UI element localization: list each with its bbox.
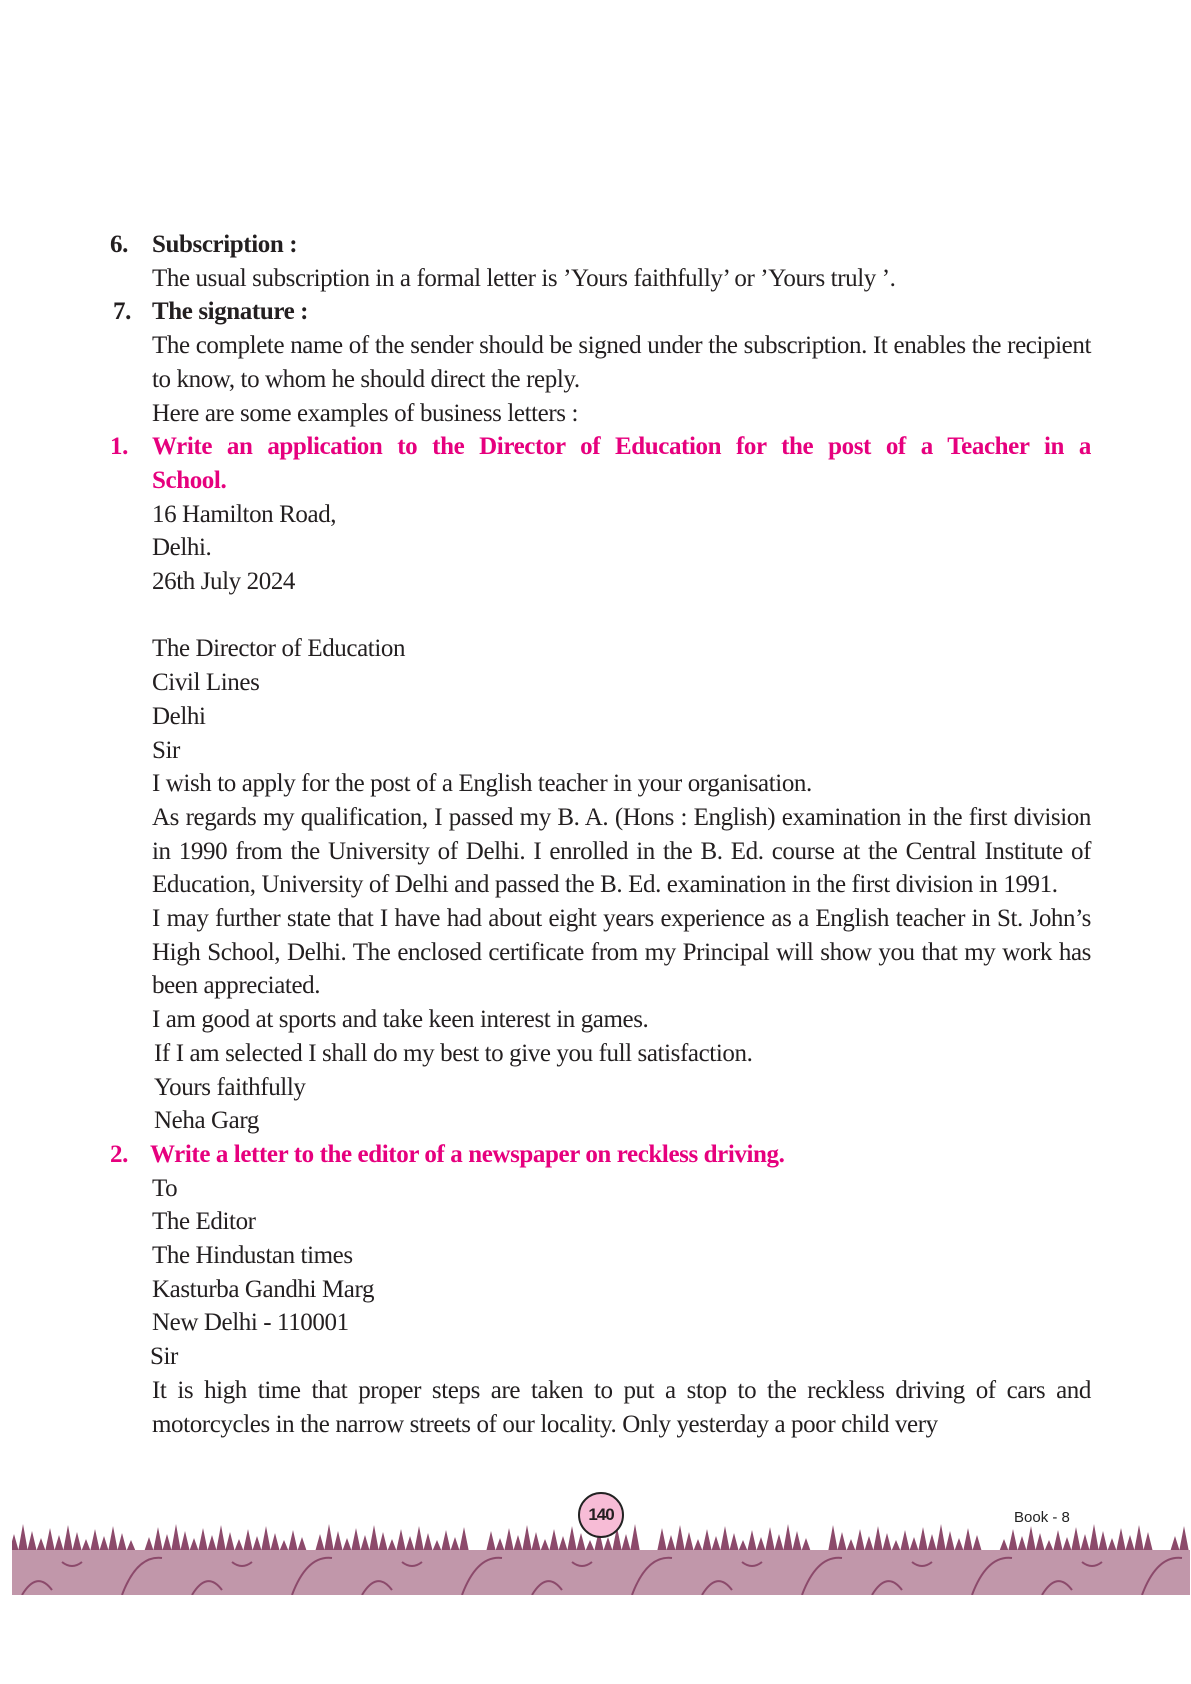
- tree-icon: [1179, 1526, 1189, 1552]
- recipient-line: Kasturba Gandhi Marg: [152, 1275, 375, 1303]
- letter-title: Write an application to the Director of Education for the post of a Teacher in a School.: [152, 433, 1091, 494]
- tree-icon: [1170, 1536, 1180, 1552]
- tree-icon: [1026, 1526, 1036, 1552]
- tree-icon: [675, 1525, 685, 1552]
- hill-band: [12, 1550, 1190, 1595]
- tree-icon: [450, 1537, 460, 1552]
- tree-icon: [180, 1531, 190, 1552]
- page-content: [0, 228, 1191, 1441]
- tree-icon: [297, 1537, 307, 1552]
- letter-title: Write a letter to the editor of a newspaper on reckless driving.: [150, 1140, 785, 1168]
- tree-icon: [270, 1533, 280, 1552]
- tree-icon: [171, 1524, 181, 1552]
- tree-icon: [324, 1524, 334, 1552]
- tree-icon: [1134, 1525, 1144, 1552]
- tree-icon: [522, 1525, 532, 1552]
- tree-icon: [54, 1535, 64, 1552]
- tree-icon: [207, 1535, 217, 1552]
- tree-icon: [252, 1536, 262, 1552]
- tree-icon: [1071, 1527, 1081, 1552]
- tree-icon: [747, 1530, 757, 1552]
- tree-icon: [855, 1529, 865, 1552]
- tree-icon: [1053, 1530, 1063, 1552]
- section-signature: [0, 295, 1091, 430]
- recipient-line: The Director of Education: [152, 635, 406, 663]
- tree-icon: [1035, 1533, 1045, 1552]
- recipient-line: Delhi: [152, 702, 206, 730]
- tree-icon: [837, 1532, 847, 1552]
- tree-icon: [162, 1534, 172, 1552]
- tree-icon: [900, 1530, 910, 1552]
- tree-icon: [99, 1536, 109, 1552]
- tree-icon: [684, 1532, 694, 1552]
- signature: Neha Garg: [154, 1107, 259, 1135]
- tree-icon: [288, 1530, 298, 1552]
- tree-icon: [1143, 1532, 1153, 1552]
- tree-icon: [243, 1529, 253, 1552]
- tree-icon: [1116, 1528, 1126, 1552]
- tree-icon: [144, 1537, 154, 1552]
- tree-icon: [27, 1531, 37, 1552]
- letter-paragraph: I may further state that I have had about eight years experience as a English teacher in St. John’s High School, Delhi. The enclosed certificate from my Principal will show you that my work has been appreciated.: [152, 905, 1091, 1000]
- tree-icon: [801, 1538, 811, 1552]
- tree-icon: [405, 1536, 415, 1552]
- tree-icon: [828, 1525, 838, 1552]
- recipient-line: New Delhi - 110001: [152, 1309, 349, 1337]
- tree-icon: [189, 1538, 199, 1552]
- tree-icon: [603, 1537, 613, 1552]
- tree-icon: [504, 1528, 514, 1552]
- tree-icon: [864, 1536, 874, 1552]
- section-body: The usual subscription in a formal letter is ’Yours faithfully’ or ’Yours truly ’.: [152, 264, 896, 292]
- tree-icon: [1062, 1537, 1072, 1552]
- tree-icon: [369, 1525, 379, 1552]
- tree-icon: [882, 1533, 892, 1552]
- tree-icon: [918, 1527, 928, 1552]
- tree-icon: [441, 1530, 451, 1552]
- tree-icon: [108, 1526, 118, 1552]
- tree-icon: [63, 1525, 73, 1552]
- tree-icon: [12, 1534, 19, 1552]
- sender-line: 16 Hamilton Road,: [152, 500, 337, 528]
- tree-icon: [711, 1536, 721, 1552]
- tree-icon: [621, 1534, 631, 1552]
- letter-paragraph: It is high time that proper steps are taken to put a stop to the reckless driving of cars and motorcycles in the narrow streets of our locality. Only yesterday a poor child very: [152, 1376, 1091, 1438]
- tree-icon: [414, 1526, 424, 1552]
- salutation: Sir: [150, 1343, 178, 1371]
- tree-icon: [351, 1528, 361, 1552]
- letter-paragraph: I wish to apply for the post of a English teacher in your organisation.: [152, 770, 812, 798]
- intro-text: Here are some examples of business letters :: [152, 399, 579, 427]
- tree-icon: [1080, 1534, 1090, 1552]
- tree-icon: [720, 1526, 730, 1552]
- letter-number: 1.: [110, 433, 128, 461]
- tree-icon: [459, 1527, 469, 1552]
- tree-icon: [378, 1532, 388, 1552]
- tree-icon: [702, 1529, 712, 1552]
- tree-icon: [342, 1538, 352, 1552]
- tree-icon: [225, 1532, 235, 1552]
- tree-icon: [783, 1524, 793, 1552]
- tree-icon: [936, 1524, 946, 1552]
- tree-icon: [333, 1531, 343, 1552]
- tree-icon: [666, 1535, 676, 1552]
- recipient-line: The Editor: [152, 1208, 256, 1236]
- tree-icon: [963, 1528, 973, 1552]
- salutation: Sir: [152, 736, 180, 764]
- recipient-line: Civil Lines: [152, 669, 260, 697]
- tree-icon: [756, 1537, 766, 1552]
- tree-icon: [630, 1524, 640, 1552]
- recipient-line: The Hindustan times: [152, 1242, 353, 1270]
- tree-icon: [513, 1535, 523, 1552]
- tree-icon: [423, 1533, 433, 1552]
- tree-icon: [1089, 1524, 1099, 1552]
- letter-paragraph: I am good at sports and take keen interest in games.: [152, 1006, 649, 1034]
- letter-1: [0, 430, 1091, 1138]
- tree-icon: [90, 1529, 100, 1552]
- tree-icon: [261, 1526, 271, 1552]
- tree-icon: [1107, 1538, 1117, 1552]
- section-subscription: [0, 228, 1091, 295]
- tree-icon: [729, 1533, 739, 1552]
- tree-icon: [72, 1532, 82, 1552]
- tree-icon: [45, 1528, 55, 1552]
- tree-icon: [216, 1525, 226, 1552]
- tree-icon: [18, 1524, 28, 1552]
- section-heading: Subscription :: [152, 231, 298, 258]
- tree-icon: [36, 1538, 46, 1552]
- tree-icon: [954, 1538, 964, 1552]
- section-number: 6.: [110, 231, 128, 258]
- tree-icon: [765, 1527, 775, 1552]
- tree-icon: [549, 1529, 559, 1552]
- tree-icon: [1098, 1531, 1108, 1552]
- tree-icon: [1008, 1529, 1018, 1552]
- tree-icon: [909, 1537, 919, 1552]
- recipient-line: To: [152, 1174, 178, 1202]
- tree-icon: [774, 1534, 784, 1552]
- tree-icon: [567, 1526, 577, 1552]
- section-body: The complete name of the sender should be signed under the subscription. It enables the recipient to know, to whom he should direct the reply.: [152, 332, 1091, 393]
- book-label: Book - 8: [1014, 1509, 1070, 1526]
- section-number: 7.: [113, 298, 131, 326]
- tree-icon: [486, 1531, 496, 1552]
- tree-icon: [495, 1538, 505, 1552]
- letter-paragraph: If I am selected I shall do my best to give you full satisfaction.: [154, 1039, 753, 1067]
- tree-icon: [927, 1534, 937, 1552]
- tree-icon: [972, 1535, 982, 1552]
- tree-icon: [315, 1534, 325, 1552]
- tree-icon: [873, 1526, 883, 1552]
- letter-paragraph: As regards my qualification, I passed my B. A. (Hons : English) examination in the first division in 1990 from the University of Delhi. I enrolled in the B. Ed. course at the Central Institute of Education, University of Delhi and passed the B. Ed. examination in the first division in 1991.: [152, 803, 1091, 899]
- sender-line: Delhi.: [152, 534, 212, 562]
- letter-number: 2.: [110, 1140, 128, 1168]
- closing: Yours faithfully: [154, 1073, 306, 1101]
- tree-icon: [198, 1528, 208, 1552]
- tree-icon: [945, 1531, 955, 1552]
- tree-icon: [657, 1528, 667, 1552]
- date-line: 26th July 2024: [152, 568, 296, 596]
- tree-icon: [117, 1533, 127, 1552]
- tree-icon: [1125, 1535, 1135, 1552]
- tree-icon: [153, 1527, 163, 1552]
- tree-icon: [360, 1535, 370, 1552]
- tree-icon: [558, 1536, 568, 1552]
- letter-2: [0, 1138, 1091, 1441]
- tree-icon: [396, 1529, 406, 1552]
- tree-icon: [1017, 1536, 1027, 1552]
- section-heading: The signature :: [152, 298, 309, 326]
- tree-icon: [531, 1532, 541, 1552]
- page-number-badge: 140: [578, 1492, 624, 1538]
- tree-icon: [576, 1533, 586, 1552]
- tree-icon: [792, 1531, 802, 1552]
